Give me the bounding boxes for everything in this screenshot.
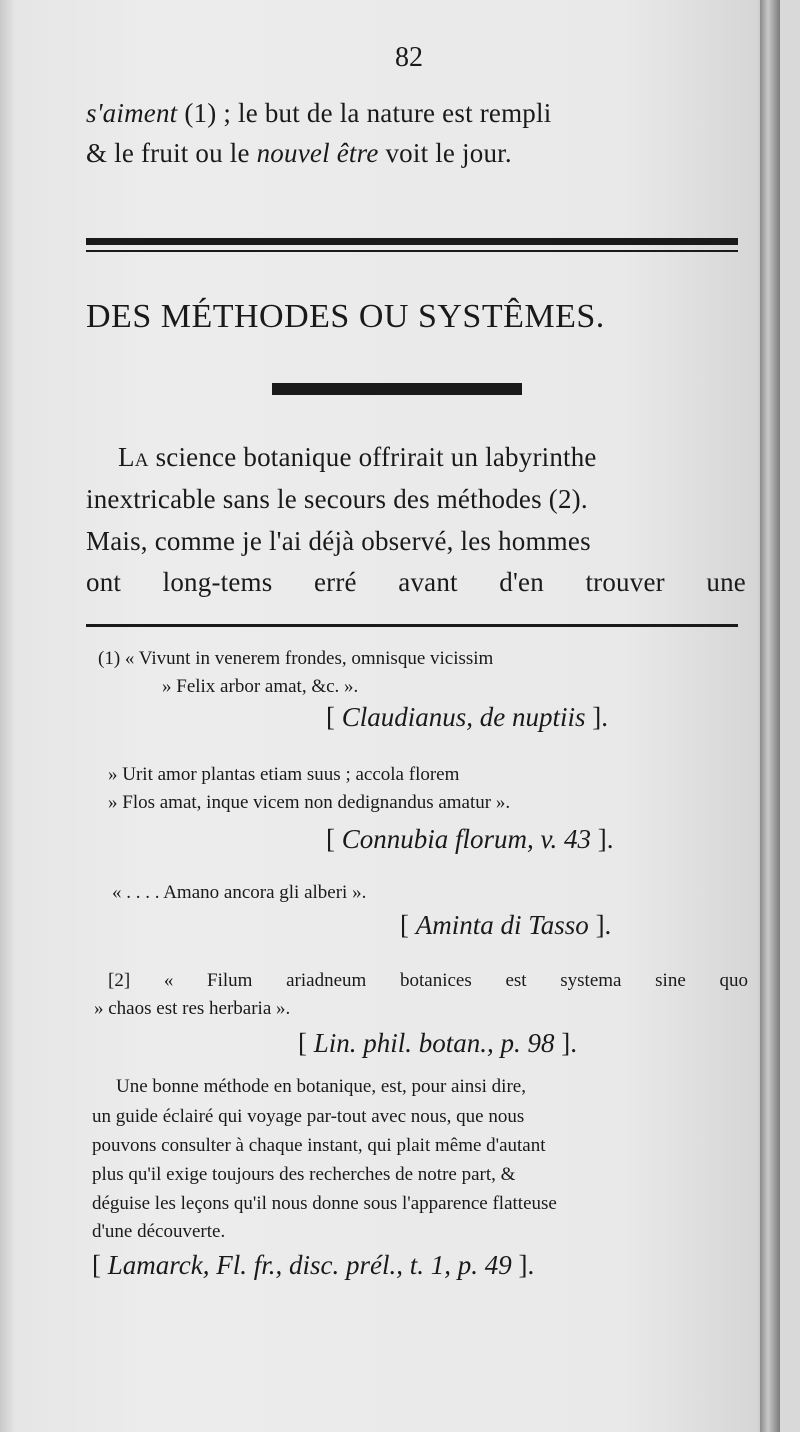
- heading-ornament-rule: [272, 383, 522, 395]
- section-heading: DES MÉTHODES OU SYSTÊMES.: [86, 298, 605, 335]
- footnote-1-line-2: » Felix arbor amat, &c. ».: [162, 676, 359, 697]
- footnote-1-line-1: (1) « Vivunt in venerem frondes, omnisque vicissim: [98, 648, 494, 669]
- top-line-2-post: voit le jour.: [378, 138, 512, 168]
- footnote-1-citation: [326, 702, 608, 733]
- top-line-1: [86, 98, 551, 129]
- citation-text: Claudianus, de nuptiis: [341, 702, 586, 732]
- quote-line-4: plus qu'il exige toujours des recherches de notre part, &: [92, 1164, 516, 1185]
- footnote-1c-citation: [400, 910, 611, 941]
- bracket-open: [: [92, 1250, 108, 1280]
- quote-line-6: d'une découverte.: [92, 1221, 226, 1242]
- paragraph-line-1: [118, 442, 597, 473]
- page-edge: [760, 0, 780, 1432]
- page-number: 82: [395, 42, 423, 73]
- footnote-1b-citation: [326, 824, 614, 855]
- footnote-2-line-1: [108, 970, 748, 992]
- quote-line-1: Une bonne méthode en botanique, est, pour ainsi dire,: [116, 1076, 526, 1097]
- paragraph-dropcap: La: [118, 442, 149, 472]
- top-line-2: [86, 138, 512, 169]
- bracket-close: ].: [554, 1028, 578, 1058]
- citation-text: Aminta di Tasso: [415, 910, 589, 940]
- bracket-close: ].: [588, 910, 612, 940]
- word: erré: [313, 567, 357, 597]
- bracket-open: [: [298, 1028, 314, 1058]
- word: botanices: [400, 970, 472, 991]
- word: quo: [719, 970, 748, 991]
- top-line-1-rest: (1) ; le but de la nature est rempli: [177, 98, 552, 128]
- word: ont: [86, 567, 122, 597]
- word: d'en: [499, 567, 544, 597]
- word: systema: [560, 970, 622, 991]
- word: sine: [655, 970, 686, 991]
- citation-text: Connubia florum, v. 43: [341, 824, 591, 854]
- footnote-1c-line: « . . . . Amano ancora gli alberi ».: [112, 882, 367, 903]
- paragraph-line-1-text: science botanique offrirait un labyrinthe: [148, 442, 597, 472]
- footnote-1b-line-1: » Urit amor plantas etiam suus ; accola florem: [108, 764, 460, 785]
- bracket-close: ].: [511, 1250, 535, 1280]
- bracket-open: [: [326, 702, 342, 732]
- citation-text: Lin. phil. botan., p. 98: [313, 1028, 555, 1058]
- word: est: [505, 970, 527, 991]
- paragraph-line-4: [86, 567, 746, 598]
- double-rule-thin: [86, 250, 738, 252]
- citation-text: Lamarck, Fl. fr., disc. prél., t. 1, p. 49: [107, 1250, 512, 1280]
- top-line-1-italic: s'aiment: [86, 98, 178, 128]
- top-line-2-italic: nouvel être: [256, 138, 379, 168]
- quote-line-2: un guide éclairé qui voyage par-tout avec nous, que nous: [92, 1106, 525, 1127]
- word: avant: [398, 567, 458, 597]
- bracket-open: [: [326, 824, 342, 854]
- footnote-2-citation: [298, 1028, 577, 1059]
- paragraph-line-2: inextricable sans le secours des méthodes (2).: [86, 484, 588, 514]
- double-rule-thick: [86, 238, 738, 245]
- bracket-close: ].: [591, 824, 614, 854]
- bracket-open: [: [400, 910, 416, 940]
- footnote-2-line-2: » chaos est res herbaria ».: [94, 998, 291, 1019]
- quote-line-5: déguise les leçons qu'il nous donne sous l'apparence flatteuse: [92, 1193, 557, 1214]
- final-citation: [92, 1250, 534, 1281]
- word: trouver: [585, 567, 665, 597]
- word: «: [163, 970, 174, 991]
- bracket-close: ].: [585, 702, 609, 732]
- word: ariadneum: [286, 970, 367, 991]
- word: long-tems: [162, 567, 273, 597]
- word: [2]: [108, 970, 131, 991]
- quote-line-3: pouvons consulter à chaque instant, qui plait même d'autant: [92, 1135, 546, 1156]
- word: une: [706, 567, 746, 597]
- paragraph-line-3: Mais, comme je l'ai déjà observé, les hommes: [86, 526, 591, 556]
- footnote-separator: [86, 624, 738, 627]
- word: Filum: [207, 970, 253, 991]
- top-line-2-pre: & le fruit ou le: [86, 138, 257, 168]
- footnote-1b-line-2: » Flos amat, inque vicem non dedignandus amatur ».: [108, 792, 511, 813]
